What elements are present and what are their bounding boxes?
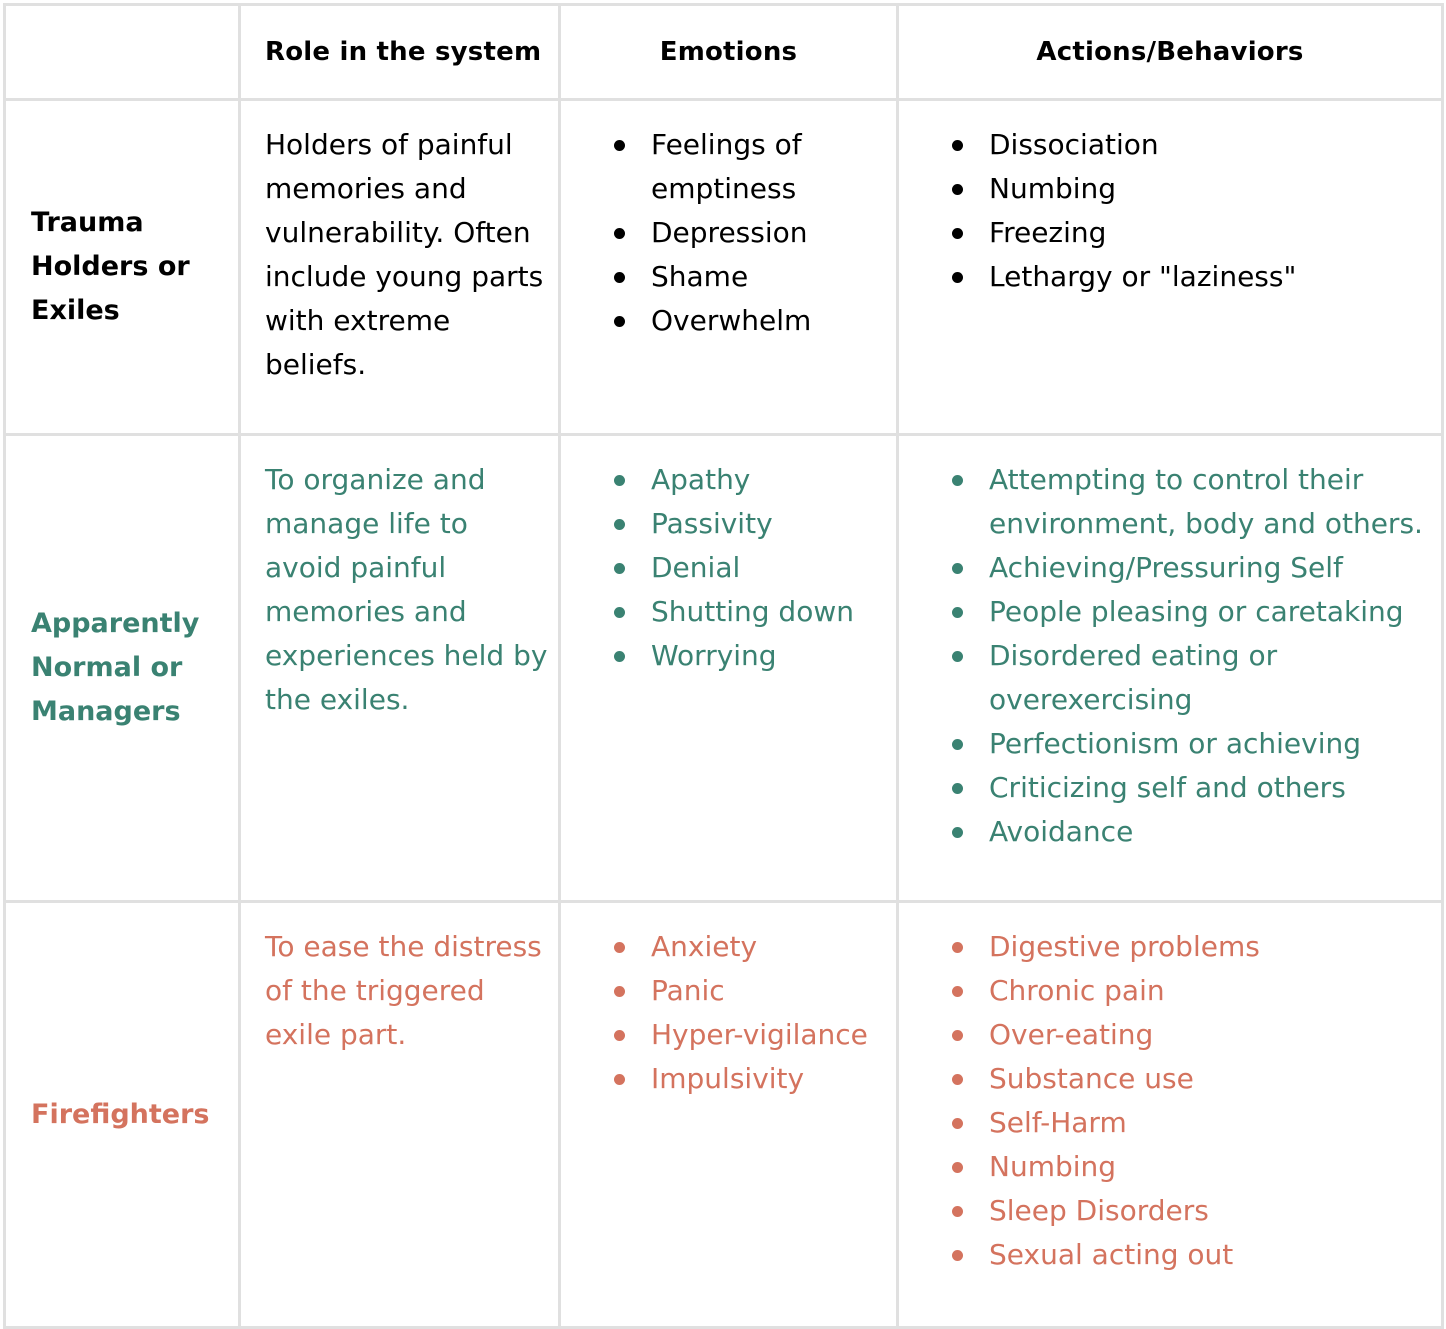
header-role: Role in the system (240, 5, 560, 100)
list-item: Attempting to control their environment, body and others. (949, 458, 1431, 546)
header-row (5, 5, 1443, 100)
list-item: Feelings of emptiness (611, 123, 886, 211)
header-corner (5, 5, 240, 100)
list-item: Achieving/Pressuring Self (949, 546, 1431, 590)
actions-cell-firefighters (898, 902, 1443, 1328)
list-item: Substance use (949, 1057, 1431, 1101)
emotions-cell-firefighters (560, 902, 898, 1328)
list-item: Freezing (949, 211, 1431, 255)
list-item: Dissociation (949, 123, 1431, 167)
list-item: Worrying (611, 634, 886, 678)
role-cell-firefighters (240, 902, 560, 1328)
role-text: Holders of painful memories and vulnerability. Often include young parts with extreme beliefs. (265, 128, 544, 381)
emotions-list (611, 925, 886, 1101)
list-item: Sexual acting out (949, 1233, 1431, 1277)
emotions-cell-exiles (560, 100, 898, 435)
row-exiles (5, 100, 1443, 435)
list-item: Shame (611, 255, 886, 299)
list-item: Over-eating (949, 1013, 1431, 1057)
list-item: Passivity (611, 502, 886, 546)
emotions-list (611, 458, 886, 678)
list-item: Panic (611, 969, 886, 1013)
row-label-exiles: Trauma Holders or Exiles (5, 100, 240, 435)
list-item: Numbing (949, 167, 1431, 211)
row-firefighters (5, 902, 1443, 1328)
list-item: People pleasing or caretaking (949, 590, 1431, 634)
list-item: Self-Harm (949, 1101, 1431, 1145)
row-label-managers: Apparently Normal or Managers (5, 435, 240, 902)
list-item: Shutting down (611, 590, 886, 634)
emotions-cell-managers (560, 435, 898, 902)
list-item: Avoidance (949, 810, 1431, 854)
row-label-firefighters: Firefighters (5, 902, 240, 1328)
list-item: Perfectionism or achieving (949, 722, 1431, 766)
list-item: Disordered eating or overexercising (949, 634, 1431, 722)
actions-cell-managers (898, 435, 1443, 902)
emotions-list (611, 123, 886, 343)
actions-list (949, 123, 1431, 299)
list-item: Digestive problems (949, 925, 1431, 969)
header-emotions: Emotions (560, 5, 898, 100)
role-text: To ease the distress of the triggered exile part. (265, 930, 542, 1051)
actions-list (949, 925, 1431, 1277)
list-item: Sleep Disorders (949, 1189, 1431, 1233)
parts-table (3, 3, 1444, 1329)
role-text: To organize and manage life to avoid painful memories and experiences held by the exiles. (265, 463, 548, 716)
list-item: Denial (611, 546, 886, 590)
list-item: Chronic pain (949, 969, 1431, 1013)
list-item: Lethargy or "laziness" (949, 255, 1431, 299)
row-managers (5, 435, 1443, 902)
role-cell-managers (240, 435, 560, 902)
role-cell-exiles (240, 100, 560, 435)
list-item: Impulsivity (611, 1057, 886, 1101)
list-item: Overwhelm (611, 299, 886, 343)
list-item: Numbing (949, 1145, 1431, 1189)
list-item: Apathy (611, 458, 886, 502)
actions-cell-exiles (898, 100, 1443, 435)
list-item: Criticizing self and others (949, 766, 1431, 810)
header-actions: Actions/Behaviors (898, 5, 1443, 100)
list-item: Anxiety (611, 925, 886, 969)
list-item: Depression (611, 211, 886, 255)
list-item: Hyper-vigilance (611, 1013, 886, 1057)
actions-list (949, 458, 1431, 854)
